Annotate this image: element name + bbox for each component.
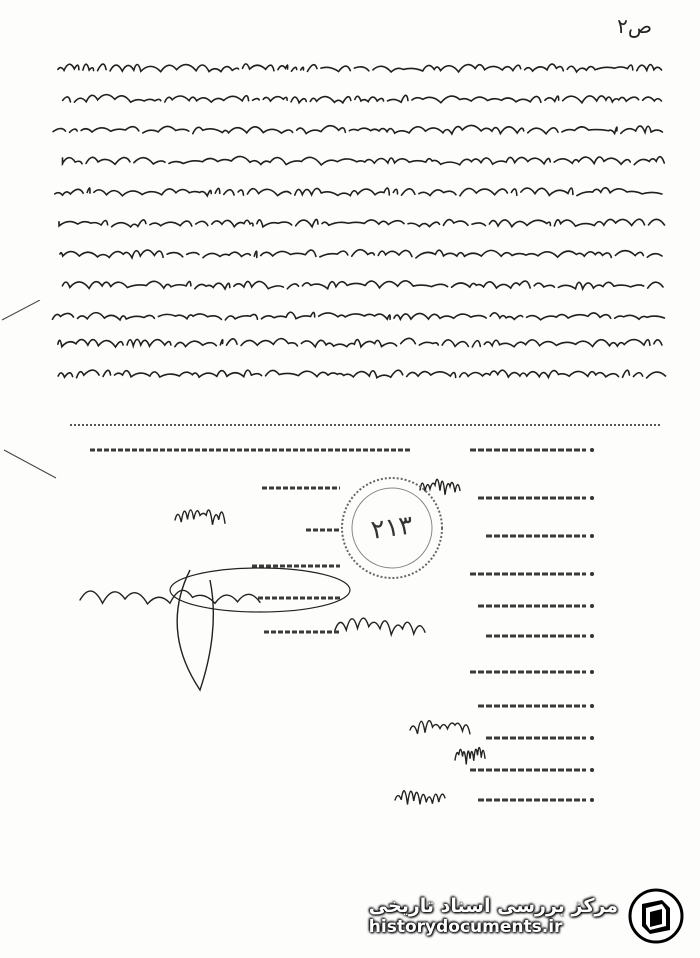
handwriting-line xyxy=(52,312,664,320)
seal-number: ۲۱۳ xyxy=(369,510,415,546)
archive-watermark xyxy=(369,888,684,944)
handwriting-line xyxy=(58,370,665,378)
signature-scribble xyxy=(175,510,225,525)
list-bullet xyxy=(590,572,594,576)
archive-title: مرکز بررسی اسناد تاریخی xyxy=(368,895,618,917)
handwriting-line xyxy=(63,95,662,103)
page-number: ص۲ xyxy=(617,14,652,38)
handwriting-line xyxy=(55,188,662,196)
list-bullet xyxy=(590,798,594,802)
list-bullet xyxy=(590,768,594,772)
list-bullet xyxy=(590,670,594,674)
signature-scribble xyxy=(177,570,213,690)
signature-scribble xyxy=(170,568,350,612)
list-bullet xyxy=(590,736,594,740)
handwriting-line xyxy=(62,281,663,289)
handwriting-line xyxy=(56,250,662,258)
list-bullet xyxy=(590,604,594,608)
list-bullet xyxy=(590,448,594,452)
official-seal xyxy=(338,474,446,582)
list-bullet xyxy=(590,634,594,638)
handwriting-line xyxy=(62,156,664,164)
signature-scribble xyxy=(335,618,425,635)
handwriting-line xyxy=(58,338,662,347)
handwritten-letter-body xyxy=(44,56,674,416)
archive-logo-icon xyxy=(628,888,684,944)
list-bullet xyxy=(590,496,594,500)
handwriting-line xyxy=(55,219,665,227)
dotted-divider xyxy=(70,424,660,426)
signature-scribble xyxy=(455,748,485,765)
archive-url: historydocuments.ir xyxy=(368,917,563,937)
list-bullet xyxy=(590,704,594,708)
list-bullet xyxy=(590,534,594,538)
handwriting-line xyxy=(53,125,662,133)
signature-scribble xyxy=(395,791,445,805)
signature-scribble xyxy=(410,721,470,734)
handwriting-line xyxy=(58,64,662,72)
